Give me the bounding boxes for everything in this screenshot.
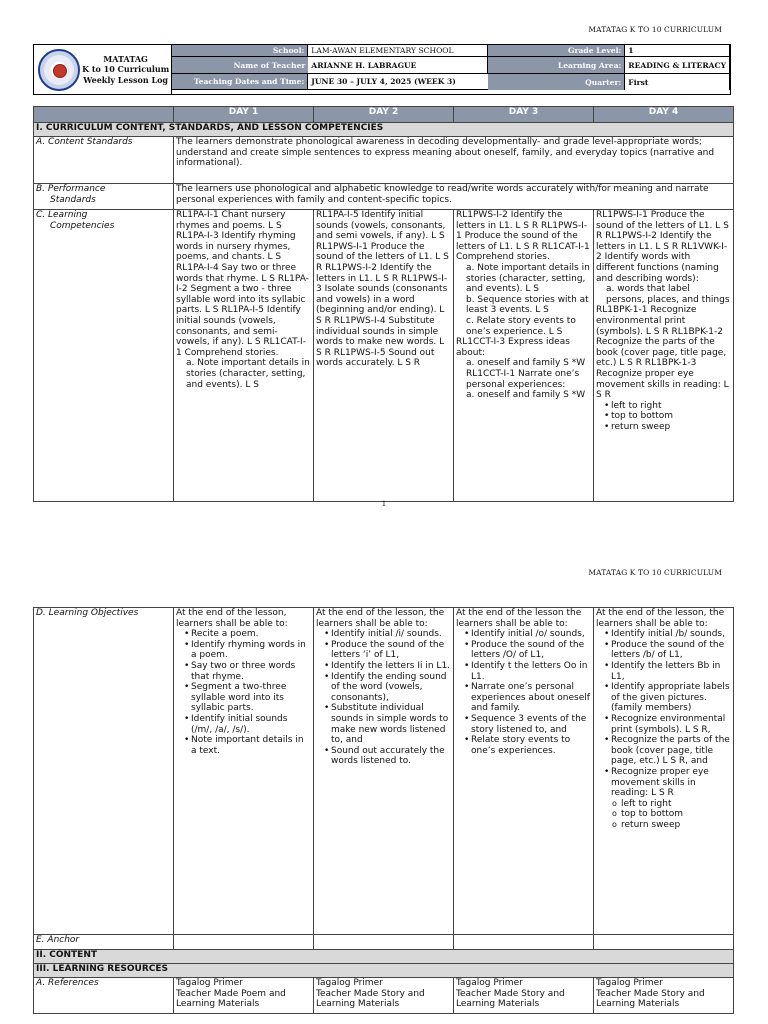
logo-title: MATATAG bbox=[103, 53, 148, 64]
grade-label: Grade Level: bbox=[488, 45, 625, 57]
content-standards-label: A. Content Standards bbox=[34, 137, 174, 184]
day-3-header: DAY 3 bbox=[454, 107, 594, 123]
performance-standards-text: The learners use phonological and alphabetic knowledge to read/write words accurately with/for meaning and narrate personal experiences with family and content-specific topics. bbox=[174, 184, 734, 210]
competencies-day-2: RL1PA-I-5 Identify initial sounds (vowels, consonants, and semi vowels, if any). L S RL1PWS-I-1 Produce the sound of the letters of L1. L S R RL1PWS-I-2 Identify the letters in L1. L S R RL1PWS-I-3 Isolate sounds (consonants and vowels) in a word (beginning and/or ending). L S R RL1PWS-I-4 Substitute individual sounds in simple words to make new words. L S R RL1PWS-I-5 Sound out words accurately. L S R bbox=[314, 210, 454, 502]
content-standards-text: The learners demonstrate phonological awareness in decoding developmentally- and grade level-appropriate words; understand and create simple sentences to express meaning about oneself, family, and everyday topics (narrative and informational). bbox=[174, 137, 734, 184]
header-logo-block bbox=[34, 45, 172, 94]
competencies-day-4: RL1PWS-I-1 Produce the sound of the letters of L1. L S R RL1PWS-I-2 Identify the letters in L1. L S R RL1VWK-I-2 Identify words with different functions (naming and describing words): a. words that label persons, places, and things RL1BPK-1-1 Recognize environmental print (symbols). L S R RL1BPK-1-2 Recognize the parts of the book (cover page, title page, etc.) L S R RL1BPK-1-3 Recognize proper eye movement skills in reading: L S R • left to right • top to bottom • return sweep bbox=[594, 210, 734, 502]
header-fields bbox=[172, 45, 730, 94]
running-head: MATATAG K TO 10 CURRICULUM bbox=[588, 25, 722, 34]
grade-value: 1 bbox=[625, 45, 730, 57]
running-head-page-2: MATATAG K TO 10 CURRICULUM bbox=[588, 568, 722, 577]
learning-competencies-label: C. Learning Competencies bbox=[34, 210, 174, 502]
area-value: READING & LITERACY bbox=[625, 57, 730, 74]
references-day-3: Tagalog Primer Teacher Made Story and Learning Materials bbox=[454, 978, 594, 1014]
teacher-value: ARIANNE H. LABRAGUE bbox=[308, 57, 488, 74]
day-header-row bbox=[34, 107, 734, 123]
quarter-label: Quarter: bbox=[488, 74, 625, 90]
anchor-row bbox=[34, 935, 734, 950]
section-curriculum-title: I. CURRICULUM CONTENT, STANDARDS, AND LESSON COMPETENCIES bbox=[34, 123, 734, 137]
section-resources-title: III. LEARNING RESOURCES bbox=[34, 964, 734, 978]
area-label: Learning Area: bbox=[488, 57, 625, 74]
day-4-header: DAY 4 bbox=[594, 107, 734, 123]
performance-standards-label: B. Performance Standards bbox=[34, 184, 174, 210]
objectives-day-4: At the end of the lesson, the learners shall be able to: • Identify initial /b/ sounds, • Produce the sound of the letters /b/ of L1, • Identify the letters Bb in L1, • Identify appropriate labels of the given pictures. (family members) • Recognize environmental print (symbols). L S R, • Recognize the parts of the book (cover page, title page, etc.) L S R, and • Recognize proper eye movement skills in reading: L S R o left to right o top to bottom o return sweep bbox=[594, 608, 734, 935]
references-day-2: Tagalog Primer Teacher Made Story and Learning Materials bbox=[314, 978, 454, 1014]
anchor-label: E. Anchor bbox=[34, 935, 174, 950]
performance-standards-row bbox=[34, 184, 734, 210]
teacher-label: Name of Teacher bbox=[172, 57, 308, 74]
learning-objectives-label: D. Learning Objectives bbox=[34, 608, 174, 935]
logo-subtitle-1: K to 10 Curriculum bbox=[82, 64, 170, 75]
school-value: LAM-AWAN ELEMENTARY SCHOOL bbox=[308, 45, 488, 57]
lesson-log-header bbox=[33, 44, 731, 95]
day-1-header: DAY 1 bbox=[174, 107, 314, 123]
references-day-4: Tagalog Primer Teacher Made Story and Learning Materials bbox=[594, 978, 734, 1014]
section-content-row bbox=[34, 950, 734, 964]
references-label: A. References bbox=[34, 978, 174, 1014]
content-standards-row bbox=[34, 137, 734, 184]
lesson-table-page-1 bbox=[33, 106, 734, 502]
eye-movement-list: • left to right • top to bottom • return sweep bbox=[596, 401, 731, 433]
section-content-title: II. CONTENT bbox=[34, 950, 734, 964]
section-resources-row bbox=[34, 964, 734, 978]
deped-seal-icon bbox=[38, 49, 80, 91]
learning-objectives-row bbox=[34, 608, 734, 935]
page-number: 1 bbox=[381, 500, 387, 508]
section-curriculum-row bbox=[34, 123, 734, 137]
references-day-1: Tagalog Primer Teacher Made Poem and Learning Materials bbox=[174, 978, 314, 1014]
dates-value: JUNE 30 – JULY 4, 2025 (WEEK 3) bbox=[308, 74, 488, 90]
logo-subtitle-2: Weekly Lesson Log bbox=[83, 74, 169, 85]
day-2-header: DAY 2 bbox=[314, 107, 454, 123]
objectives-day-1: At the end of the lesson, learners shall be able to: • Recite a poem. • Identify rhyming words in a poem. • Say two or three words that rhyme. • Segment a two-three syllable word into its syllabic parts. • Identify initial sounds (/m/, /a/, /s/). • Note important details in a text. bbox=[174, 608, 314, 935]
lesson-table-page-2 bbox=[33, 607, 734, 1014]
objectives-day-3: At the end of the lesson the learners shall be able to: • Identify initial /o/ sounds, • Produce the sound of the letters /O/ of L1, • Identify t the letters Oo in L1. • Narrate one’s personal experiences about oneself and family. • Sequence 3 events of the story listened to, and • Relate story events to one’s experiences. bbox=[454, 608, 594, 935]
school-label: School: bbox=[172, 45, 308, 57]
references-row bbox=[34, 978, 734, 1014]
objectives-day-2: At the end of the lesson, the learners shall be able to: • Identify initial /i/ sounds. • Produce the sound of the letters ‘i’ of L1, • Identify the letters Ii in L1. • Identify the ending sound of the word (vowels, consonants), • Substitute individual sounds in simple words to make new words listened to, and • Sound out accurately the words listened to. bbox=[314, 608, 454, 935]
competencies-day-1: RL1PA-I-1 Chant nursery rhymes and poems. L S RL1PA-I-3 Identify rhyming words in nursery rhymes, poems, and chants. L S RL1PA-I-4 Say two or three words that rhyme. L S RL1PA-I-2 Segment a two - three syllable word into its syllabic parts. L S RL1PA-I-5 Identify initial sounds (vowels, consonants, and semi-vowels, if any). L S RL1CAT-I-1 Comprehend stories. a. Note important details in stories (character, setting, and events). L S bbox=[174, 210, 314, 502]
learning-competencies-row bbox=[34, 210, 734, 502]
quarter-value: First bbox=[625, 74, 730, 90]
competencies-day-3: RL1PWS-I-2 Identify the letters in L1. L S R RL1PWS-I-1 Produce the sound of the letters of L1. L S R RL1CAT-I-1 Comprehend stories. a. Note important details in stories (character, setting, and events). L S b. Sequence stories with at least 3 events. L S c. Relate story events to one’s experience. L S RL1CCT-I-3 Express ideas about: a. oneself and family S *W RL1CCT-I-1 Narrate one’s personal experiences: a. oneself and family S *W bbox=[454, 210, 594, 502]
dates-label: Teaching Dates and Time: bbox=[172, 74, 308, 90]
